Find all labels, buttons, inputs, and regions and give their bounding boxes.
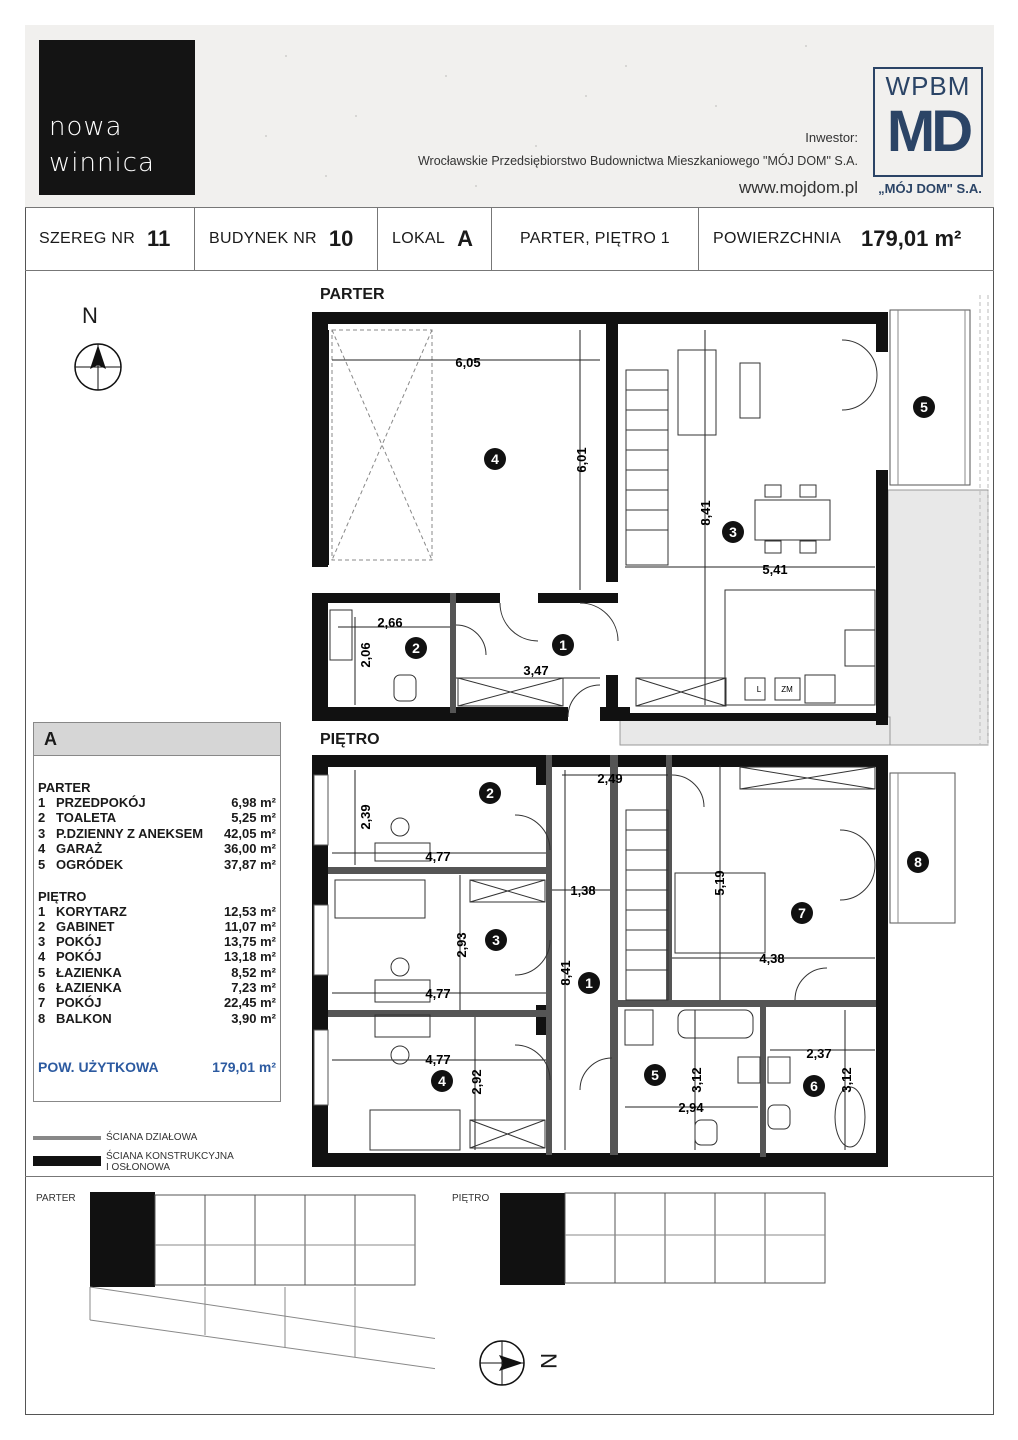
room-n: 6 — [38, 980, 46, 995]
room-name: POKÓJ — [56, 934, 102, 949]
dim-label: 3,12 — [689, 1067, 704, 1093]
room-name: POKÓJ — [56, 949, 102, 964]
legend-row — [38, 980, 276, 996]
mini-parter-plan — [85, 1190, 435, 1370]
level-label: PARTER, PIĘTRO 1 — [519, 230, 671, 247]
outer-wall — [312, 755, 888, 767]
room-area: 11,07 m² — [224, 919, 276, 934]
room-area: 36,00 m² — [223, 841, 276, 856]
dim-label: 1,38 — [570, 883, 596, 898]
room-n: 1 — [38, 904, 46, 919]
legend-letter: A — [34, 723, 280, 756]
kitchen-sink-label: L — [756, 685, 762, 694]
dim-label: 3,12 — [839, 1067, 854, 1093]
dim-label: 2,92 — [469, 1069, 484, 1095]
room-number: 3 — [492, 932, 500, 948]
room-number: 2 — [486, 785, 494, 801]
lokal-label: LOKAL — [392, 230, 446, 247]
room-number: 8 — [914, 854, 922, 870]
parter-title: PARTER — [320, 286, 385, 303]
room-area: 5,25 m² — [231, 810, 276, 825]
room-area: 8,52 m² — [231, 965, 276, 980]
room-name: PRZEDPOKÓJ — [56, 795, 146, 810]
room-name: OGRÓDEK — [56, 857, 124, 872]
balcony-8 — [890, 773, 955, 923]
dim-label: 8,41 — [558, 960, 573, 986]
room-n: 2 — [38, 810, 46, 825]
info-bar — [25, 208, 994, 271]
room-number: 3 — [729, 524, 737, 540]
terrace-5 — [890, 310, 970, 485]
brand-top: WPBM — [885, 71, 971, 101]
dim-label: 2,94 — [678, 1100, 704, 1115]
room-name: POKÓJ — [56, 995, 102, 1010]
separator — [25, 1176, 994, 1177]
mini-parter-label: PARTER — [36, 1193, 76, 1204]
legend-row — [38, 995, 276, 1011]
budynek-cell — [195, 208, 378, 270]
wpbm-md-logo — [873, 67, 983, 177]
legend-pietro-title: PIĘTRO — [38, 889, 87, 904]
room-n: 3 — [38, 934, 46, 949]
room-number: 1 — [559, 637, 567, 653]
room-area: 37,87 m² — [223, 857, 276, 872]
legend-row — [38, 810, 276, 826]
legend-row — [38, 1011, 276, 1027]
parter-floor-plan — [300, 295, 1000, 755]
room-number: 4 — [491, 451, 499, 467]
budynek-value: 10 — [328, 226, 354, 251]
room-number: 7 — [798, 905, 806, 921]
szereg-cell — [25, 208, 195, 270]
room-name: BALKON — [56, 1011, 112, 1026]
north-label: N — [82, 303, 98, 328]
dim-label: 5,41 — [762, 562, 788, 577]
room-name: ŁAZIENKA — [56, 980, 122, 995]
dim-label: 2,06 — [358, 642, 373, 668]
legend-row — [38, 857, 276, 873]
room-n: 3 — [38, 826, 46, 841]
room-n: 8 — [38, 1011, 46, 1026]
dim-label: 3,47 — [523, 663, 549, 678]
dim-label: 2,66 — [377, 615, 403, 630]
compass-icon — [72, 341, 124, 393]
investor-name: Wrocławskie Przedsiębiorstwo Budownictwa Mieszkaniowego "MÓJ DOM" S.A. — [417, 154, 858, 168]
room-n: 2 — [38, 919, 46, 934]
brand-big: MD — [886, 99, 970, 164]
room-name: ŁAZIENKA — [56, 965, 122, 980]
dim-label: 6,05 — [455, 355, 481, 370]
dim-label: 2,93 — [454, 932, 469, 958]
mini-pietro-label: PIĘTRO — [452, 1193, 490, 1204]
mini-pietro-plan — [495, 1185, 835, 1290]
room-number: 1 — [585, 975, 593, 991]
outer-wall — [312, 312, 888, 324]
dim-label: 5,19 — [712, 870, 727, 896]
room-number: 5 — [651, 1067, 659, 1083]
dim-label: 2,49 — [597, 771, 623, 786]
room-n: 5 — [38, 857, 46, 872]
room-area: 7,23 m² — [231, 980, 276, 995]
room-number: 2 — [412, 640, 420, 656]
powierzchnia-value: 179,01 m² — [861, 226, 962, 251]
usable-area — [38, 1059, 276, 1075]
lokal-cell — [378, 208, 492, 270]
szereg-value: 11 — [147, 226, 171, 251]
nowa-winnica-logo — [39, 40, 195, 195]
level-cell — [492, 208, 699, 270]
structural-wall-label-1: ŚCIANA KONSTRUKCYJNA — [106, 1151, 234, 1162]
room-area: 13,75 m² — [223, 934, 276, 949]
dim-label: 2,39 — [358, 804, 373, 830]
legend-row — [38, 841, 276, 857]
room-n: 4 — [38, 949, 46, 964]
room-number: 5 — [920, 399, 928, 415]
room-number: 6 — [810, 1078, 818, 1094]
dim-label: 4,77 — [425, 986, 451, 1001]
investor-label: Inwestor: — [805, 130, 858, 145]
room-name: GARAŻ — [56, 841, 103, 856]
pietro-floor-plan — [300, 745, 1000, 1175]
partition-wall-label: ŚCIANA DZIAŁOWA — [106, 1132, 198, 1143]
dim-label: 6,01 — [574, 447, 589, 473]
room-area: 13,18 m² — [223, 949, 276, 964]
legend-row — [38, 934, 276, 950]
mini-north-label: N — [535, 1353, 561, 1369]
legend-row — [38, 949, 276, 965]
room-area: 12,53 m² — [223, 904, 276, 919]
usable-area-value: 179,01 m² — [212, 1059, 276, 1075]
investor-website[interactable]: www.mojdom.pl — [738, 178, 858, 197]
powierzchnia-label: POWIERZCHNIA — [713, 230, 842, 247]
partition-wall-swatch — [33, 1136, 101, 1140]
garden-area — [888, 490, 988, 745]
dim-label: 8,41 — [698, 500, 713, 526]
room-name: P.DZIENNY Z ANEKSEM — [56, 826, 204, 841]
powierzchnia-cell — [699, 208, 994, 270]
structural-wall-swatch — [33, 1156, 101, 1166]
budynek-label: BUDYNEK NR — [209, 230, 317, 247]
legend-row — [38, 826, 276, 842]
legend-row — [38, 795, 276, 811]
room-area: 22,45 m² — [223, 995, 276, 1010]
brand-subtitle: „MÓJ DOM" S.A. — [878, 181, 982, 196]
room-area: 3,90 m² — [231, 1011, 276, 1026]
room-n: 1 — [38, 795, 46, 810]
structural-wall-label-2: I OSŁONOWA — [106, 1162, 171, 1173]
room-name: KORYTARZ — [56, 904, 127, 919]
legend-parter-title: PARTER — [38, 780, 91, 795]
usable-area-label: POW. UŻYTKOWA — [38, 1059, 159, 1075]
logo-line-1: nowa — [49, 112, 123, 142]
room-name: TOALETA — [56, 810, 117, 825]
dim-label: 2,37 — [806, 1046, 832, 1061]
room-n: 5 — [38, 965, 46, 980]
pietro-title: PIĘTRO — [320, 731, 380, 748]
room-n: 4 — [38, 841, 46, 856]
terrace-strip — [620, 717, 890, 745]
dim-label: 4,38 — [759, 951, 785, 966]
room-legend — [33, 722, 281, 1102]
kitchen-dishwasher-label: ZM — [781, 685, 793, 694]
room-name: GABINET — [56, 919, 115, 934]
room-area: 6,98 m² — [231, 795, 276, 810]
szereg-label: SZEREG NR — [39, 230, 136, 247]
logo-line-2: winnica — [49, 148, 155, 178]
dim-label: 4,77 — [425, 849, 451, 864]
legend-row — [38, 965, 276, 981]
mini-compass-icon — [477, 1338, 527, 1388]
room-area: 42,05 m² — [223, 826, 276, 841]
legend-row — [38, 904, 276, 920]
room-number: 4 — [438, 1073, 446, 1089]
dim-label: 4,77 — [425, 1052, 451, 1067]
room-n: 7 — [38, 995, 46, 1010]
legend-row — [38, 919, 276, 935]
lokal-value: A — [457, 226, 473, 251]
